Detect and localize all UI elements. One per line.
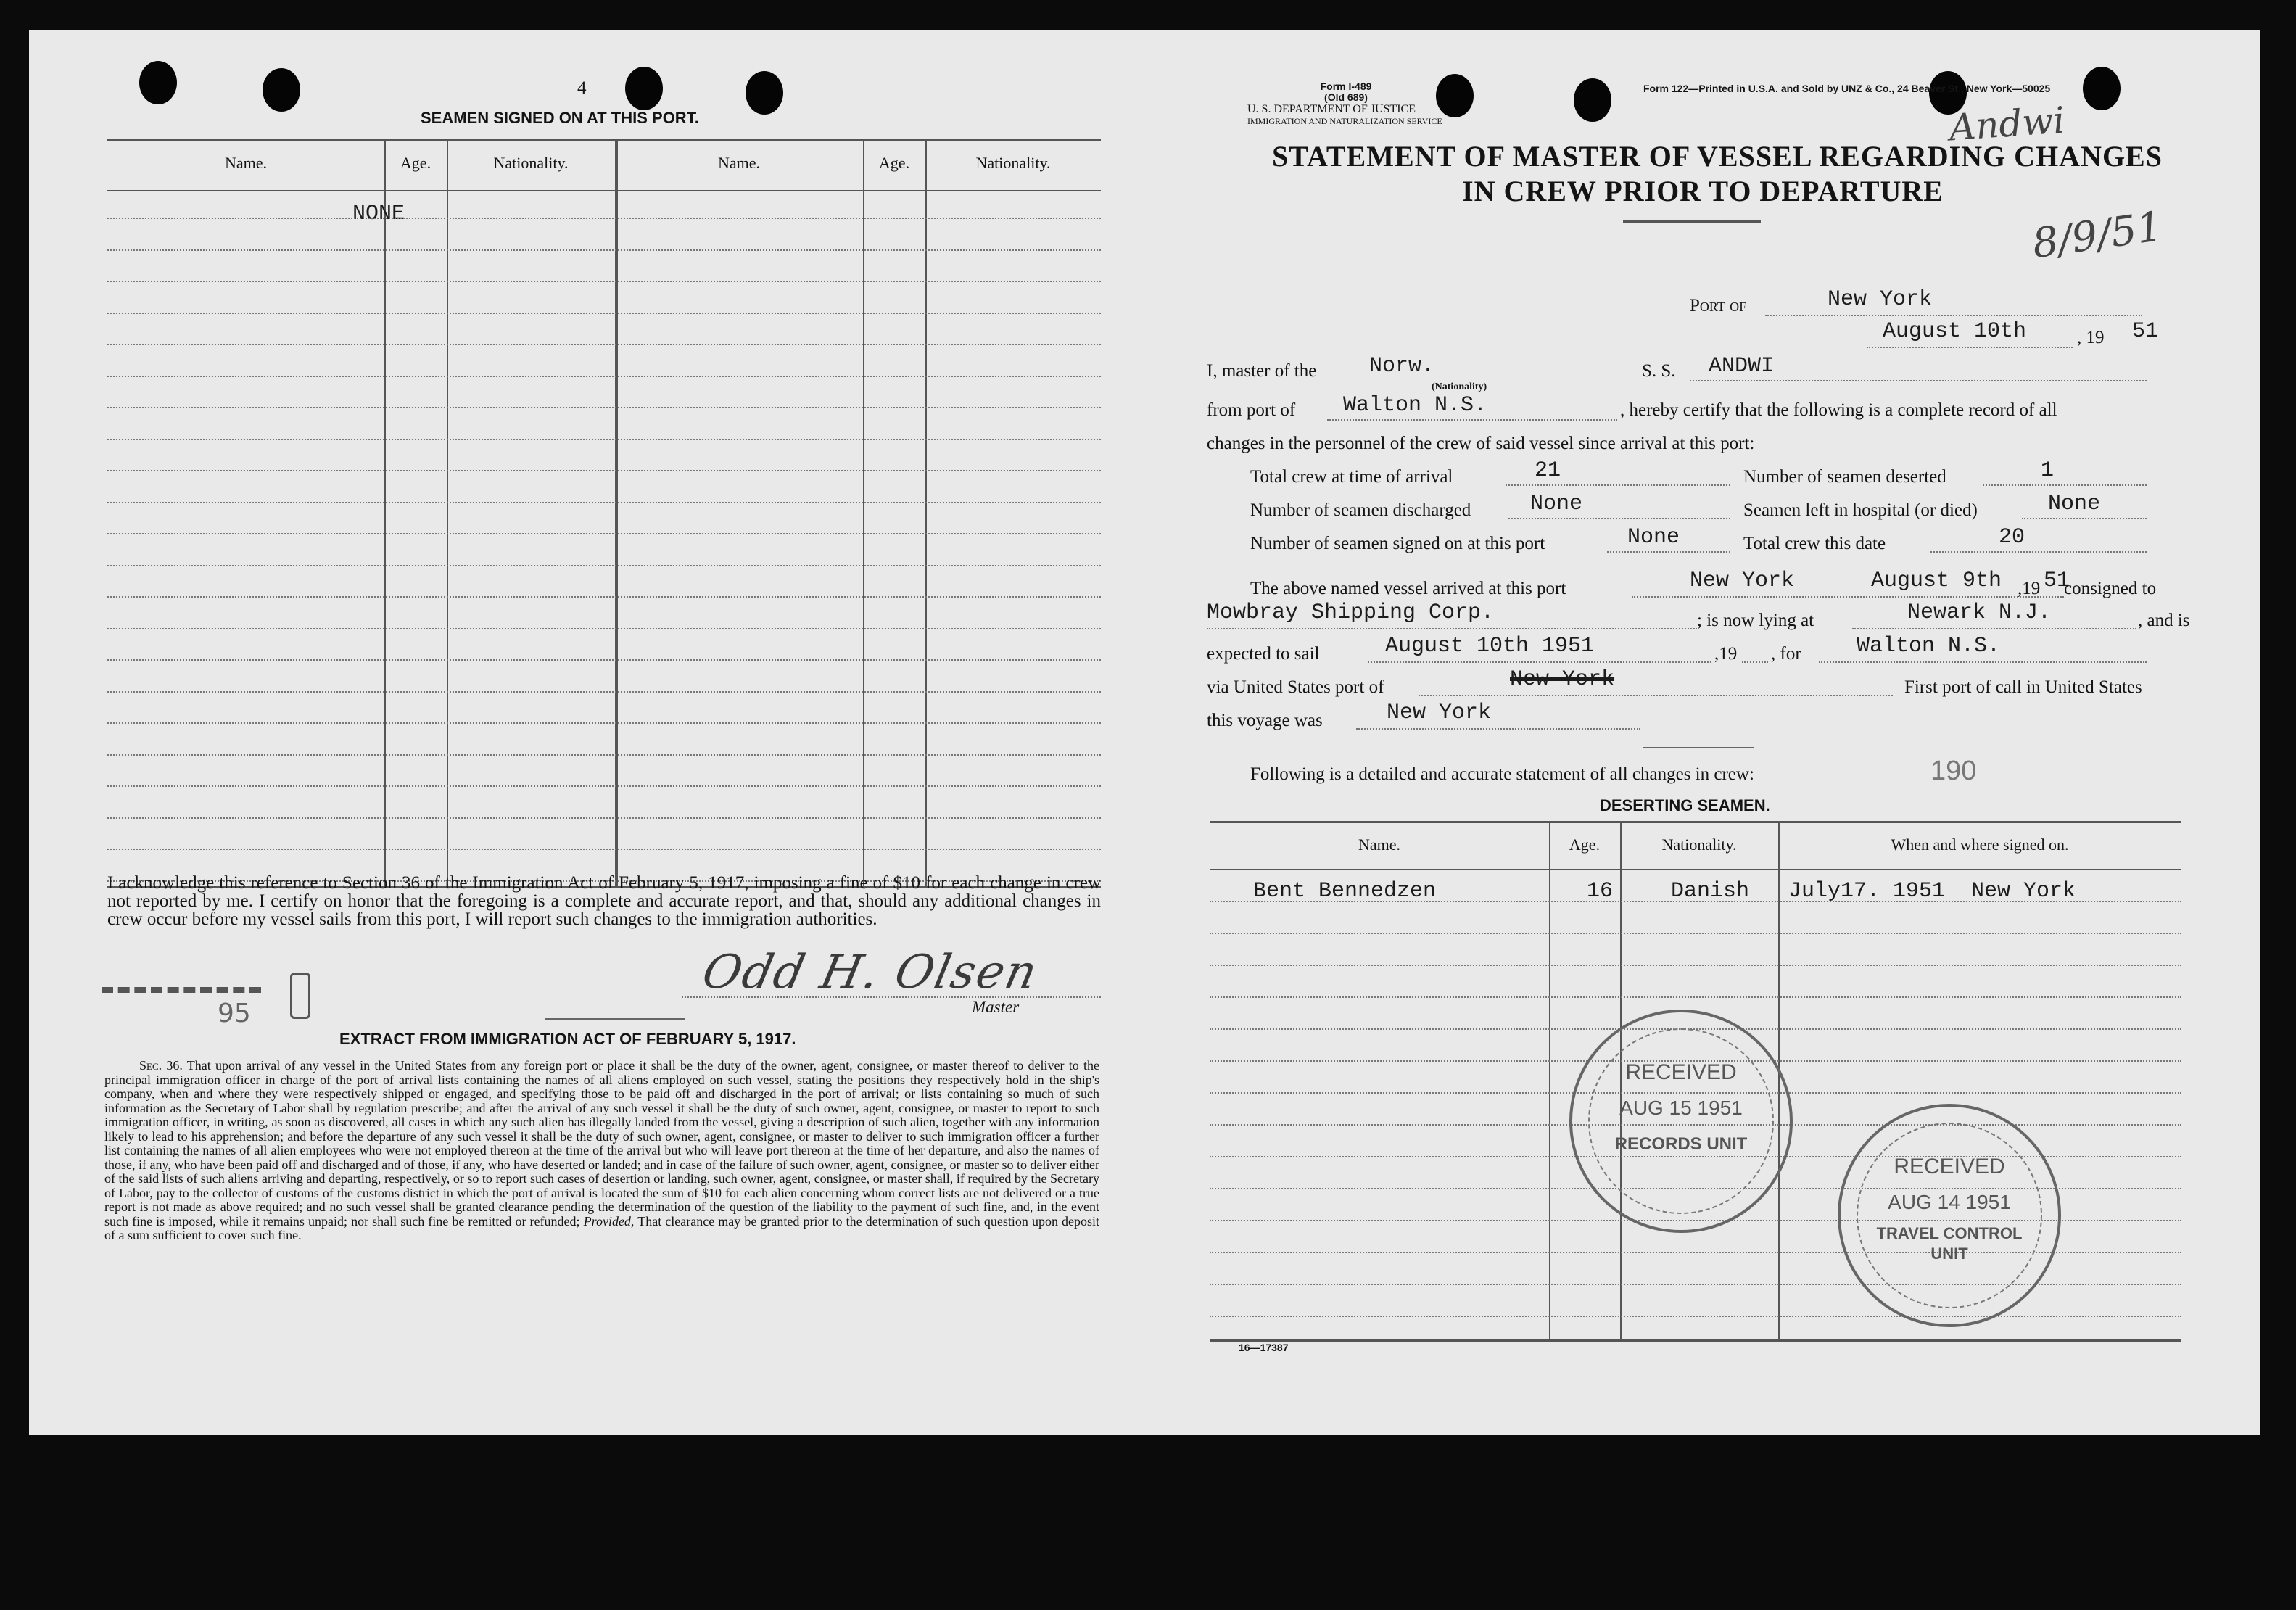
col-header-signed-on: When and where signed on. (1891, 835, 2069, 854)
page-number: 4 (577, 78, 587, 98)
from-port-value: Walton N.S. (1343, 393, 1487, 418)
col-header-name: Name. (224, 154, 268, 172)
master-label: Master (972, 998, 1020, 1016)
signed-on-value: None (1627, 525, 1680, 550)
consigned-label: consigned to (2064, 579, 2157, 598)
year-value: 51 (2132, 319, 2159, 344)
extract-body (104, 1059, 1099, 1243)
punch-hole (2083, 67, 2121, 110)
punch-hole (746, 71, 783, 115)
consignee-value: Mowbray Shipping Corp. (1207, 600, 1495, 625)
arrived-year-value: 51 (2044, 569, 2070, 593)
document-sheet (29, 30, 2260, 1435)
margin-note: 95 (218, 999, 251, 1028)
first-call-label: First port of call in United States (1904, 677, 2142, 697)
table-ruling (107, 817, 1101, 819)
stamp-number: 190 (1930, 756, 1977, 786)
this-voyage-label: this voyage was (1207, 711, 1323, 730)
col-header-name: Name. (717, 154, 761, 172)
punch-hole (263, 68, 300, 112)
punch-hole (139, 61, 177, 104)
table-ruling (107, 722, 1101, 724)
deserter-name: Bent Bennedzen (1253, 879, 1437, 904)
col-header-age: Age. (400, 154, 431, 172)
table-ruling (107, 313, 1101, 314)
deserter-signed-on: July17. 1951 New York (1788, 879, 2076, 904)
for-label: , for (1771, 644, 1801, 664)
ss-label: S. S. (1642, 361, 1676, 381)
arrived-port-value: New York (1690, 569, 1795, 593)
hospital-label: Seamen left in hospital (or died) (1743, 500, 1978, 520)
margin-stamp (94, 977, 290, 1028)
master-signature: Odd H. Olsen (698, 946, 1043, 999)
year-prefix: , 19 (2077, 328, 2105, 347)
total-crew-date-value: 20 (1999, 525, 2025, 550)
handwritten-annotation: Andwi (1948, 99, 2066, 149)
col-header-nationality: Nationality. (493, 154, 569, 172)
extract-tail: That clearance may be granted prior to the determination of such question upon deposit of a sum sufficient to cover such fine. (104, 1213, 1100, 1242)
form-number: Form I-489 (Old 689) (1320, 80, 1372, 103)
section-title: SEAMEN SIGNED ON AT THIS PORT. (421, 109, 699, 127)
nationality-value: Norw. (1369, 354, 1435, 379)
extract-text: That upon arrival of any vessel in the United States from any foreign port or place it shall be the duty of the owner, agent, consignee, or master thereof to deliver to the principal immigration officer in charge of the port of arrival lists containing the names of all aliens employed on such vessel, stating the positions they respectively hold in the ship's company, when and where they were respectively shipped or engaged, and specifying those to be paid off and discharged in the port of arrival; or lists containing so much of such information as the Secretary of Labor shall by regulation prescribe; and after the arrival of any such vessel it shall be the duty of such owner, agent, consignee, or master to report to such immigration officer, in writing, as soon as discovered, all cases in which any such alien has illegally landed from the vessel, giving a description of such alien, together with any information likely to lead to his apprehension; and before the departure of any such vessel it shall be the duty of such owner, agent, consignee, or master to deliver to such immigration officer a further list containing the names of all alien employees who were not employed thereon at the time of the arrival but who will leave port thereon at the time of her departure, and also the names of those, if any, who have been paid off and discharged and of those, if any, who have deserted or landed; and in case of the failure of such owner, agent, consignee, or master so to deliver either of the said lists of such aliens arriving and departing, respectively, or so to report such cases of desertion or landing, such owner, agent, consignee, or master shall, if required by the Secretary of Labor, pay to the collector of customs of the customs district in which the port of arrival is located the sum of $10 for each alien concerning whom correct lists are not delivered or a true report is not made as above required; and no such vessel shall be granted clearance pending the determination of the question of the liability to the payment of such fine, and, in the event such fine is imposed, while it remains unpaid; nor shall such fine be remitted or refunded; (104, 1058, 1099, 1229)
table-ruling (107, 565, 1101, 566)
table-ruling (107, 502, 1101, 503)
lying-label: ; is now lying at (1697, 611, 1814, 630)
certify-text: , hereby certify that the following is a complete record of all (1620, 400, 2057, 420)
table-ruling (107, 628, 1101, 629)
total-crew-date-label: Total crew this date (1743, 534, 1886, 553)
certify-text2: changes in the personnel of the crew of said vessel since arrival at this port: (1207, 434, 1755, 453)
table-ruling (1210, 965, 2181, 966)
hospital-value: None (2048, 492, 2101, 516)
table-ruling (107, 470, 1101, 471)
extract-title: EXTRACT FROM IMMIGRATION ACT OF FEBRUARY 5, 1917. (339, 1030, 796, 1048)
received-stamp-records: RECEIVED AUG 15 1951 RECORDS UNIT (1569, 1010, 1793, 1233)
date-value: August 10th (1883, 319, 2027, 344)
table-ruling (107, 596, 1101, 598)
nationality-caption: (Nationality) (1432, 381, 1487, 392)
signed-on-table (107, 139, 1101, 888)
via-label: via United States port of (1207, 677, 1384, 697)
table-ruling (107, 533, 1101, 534)
col-header-name: Name. (1358, 835, 1401, 854)
deserted-value: 1 (2041, 458, 2055, 483)
table-ruling (107, 281, 1101, 282)
form-title-line2: IN CREW PRIOR TO DEPARTURE (1462, 175, 1944, 207)
expected-label: expected to sail (1207, 644, 1320, 664)
discharged-label: Number of seamen discharged (1250, 500, 1471, 520)
punch-hole (625, 67, 663, 110)
acknowledgement-text: I acknowledge this reference to Section 36 of the Immigration Act of February 5, 1917, imposing a fine of $10 for each change in crew not reported by me. I certify on honor that the foregoing is a complete and accurate report, and that, should any additional changes in crew occur before my vessel sails from this port, I will report such changes to the immigration authorities. (107, 873, 1101, 929)
master-of-label: I, master of the (1207, 361, 1317, 381)
table-ruling (107, 376, 1101, 377)
port-value: New York (1828, 287, 1933, 312)
form-title-line1: STATEMENT OF MASTER OF VESSEL REGARDING CHANGES (1272, 140, 2163, 173)
table-ruling (107, 785, 1101, 787)
table-ruling (107, 439, 1101, 440)
received-stamp-travel-control: RECEIVED AUG 14 1951 TRAVEL CONTROL UNIT (1838, 1104, 2061, 1327)
discharged-value: None (1530, 492, 1583, 516)
col-header-nationality: Nationality. (975, 154, 1051, 172)
table-cell-name: NONE (352, 202, 405, 226)
port-label: Port of (1690, 296, 1747, 315)
first-call-value: New York (1387, 701, 1492, 725)
extract-sec: Sec. 36. (139, 1058, 183, 1073)
vessel-name: ANDWI (1709, 354, 1775, 379)
via-port-value: New York (1510, 667, 1615, 692)
table-ruling (1210, 901, 2181, 902)
deserter-age: 16 (1587, 879, 1614, 904)
lying-at-value: Newark N.J. (1907, 600, 2052, 625)
department: U. S. DEPARTMENT OF JUSTICE IMMIGRATION AND NATURALIZATION SERVICE (1247, 103, 1442, 126)
col-header-nationality: Nationality. (1661, 835, 1737, 854)
handwritten-date: 8/9/51 (2029, 202, 2165, 268)
table-ruling (1210, 1316, 2181, 1317)
table-ruling (107, 691, 1101, 693)
arrived-year-prefix: ,19 (2018, 579, 2041, 598)
punch-hole (1574, 78, 1611, 122)
deserter-nationality: Danish (1671, 879, 1750, 904)
table-ruling (107, 849, 1101, 850)
table-ruling (1210, 996, 2181, 998)
from-port-label: from port of (1207, 400, 1296, 420)
table-ruling (107, 218, 1101, 219)
table-ruling (1210, 933, 2181, 934)
signed-on-label: Number of seamen signed on at this port (1250, 534, 1545, 553)
table-ruling (107, 249, 1101, 251)
following-text: Following is a detailed and accurate statement of all changes in crew: (1250, 764, 1754, 784)
and-is-label: , and is (2138, 611, 2190, 630)
deserted-label: Number of seamen deserted (1743, 467, 1946, 487)
printer-line: Form 122—Printed in U.S.A. and Sold by UNZ & Co., 24 Beaver St., New York—50025 (1643, 83, 2051, 94)
expected-date-value: August 10th 1951 (1385, 634, 1595, 659)
deserting-title: DESERTING SEAMEN. (1600, 796, 1770, 814)
total-crew-arrival-label: Total crew at time of arrival (1250, 467, 1453, 487)
expected-year-prefix: ,19 (1714, 644, 1738, 664)
col-header-age: Age. (878, 154, 910, 172)
table-ruling (107, 407, 1101, 408)
table-ruling (107, 344, 1101, 345)
extract-provided: Provided, (583, 1213, 635, 1229)
table-ruling (107, 754, 1101, 756)
table-ruling (107, 659, 1101, 661)
destination-value: Walton N.S. (1857, 634, 2001, 659)
arrived-label: The above named vessel arrived at this port (1250, 579, 1566, 598)
footer-code: 16—17387 (1239, 1342, 1289, 1353)
total-crew-arrival-value: 21 (1535, 458, 1561, 483)
arrived-date-value: August 9th (1871, 569, 2002, 593)
col-header-age: Age. (1569, 835, 1601, 854)
